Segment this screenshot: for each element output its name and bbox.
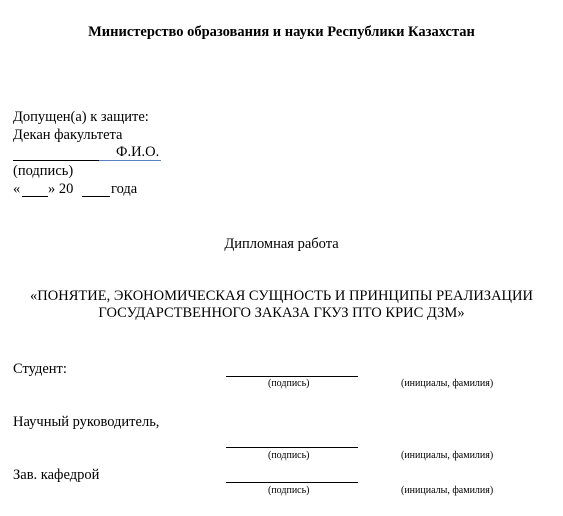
date-year-line [82,196,110,197]
work-title-line-1: «ПОНЯТИЕ, ЭКОНОМИЧЕСКАЯ СУЩНОСТЬ И ПРИНЦИПЫ РЕАЛИЗАЦИИ [30,288,533,304]
supervisor-label: Научный руководитель, [13,414,160,430]
date-mid: » 20 [48,181,74,197]
date-open-quote: « [13,181,21,197]
student-name-caption: (инициалы, фамилия) [401,378,494,389]
date-day-line [22,196,48,197]
admitted-label: Допущен(а) к защите: [13,109,149,125]
head-sign-caption: (подпись) [268,485,310,496]
dean-label: Декан факультета [13,127,123,143]
head-signature-line [226,482,358,483]
student-signature-line [226,376,358,377]
dean-signature-line [13,160,99,161]
dean-name-label: Ф.И.О. [116,144,160,160]
head-of-department-label: Зав. кафедрой [13,467,100,483]
head-name-caption: (инициалы, фамилия) [401,485,494,496]
ministry-header: Министерство образования и науки Республики Казахстан [88,24,475,40]
student-label: Студент: [13,361,67,377]
signature-label: (подпись) [13,163,74,179]
work-type: Дипломная работа [224,236,339,252]
supervisor-signature-line [226,447,358,448]
student-sign-caption: (подпись) [268,378,310,389]
work-title-line-2: ГОСУДАРСТВЕННОГО ЗАКАЗА ГКУЗ ПТО КРИС ДЗМ» [98,305,465,321]
supervisor-sign-caption: (подпись) [268,450,310,461]
date-year-label: года [111,181,138,197]
supervisor-name-caption: (инициалы, фамилия) [401,450,494,461]
